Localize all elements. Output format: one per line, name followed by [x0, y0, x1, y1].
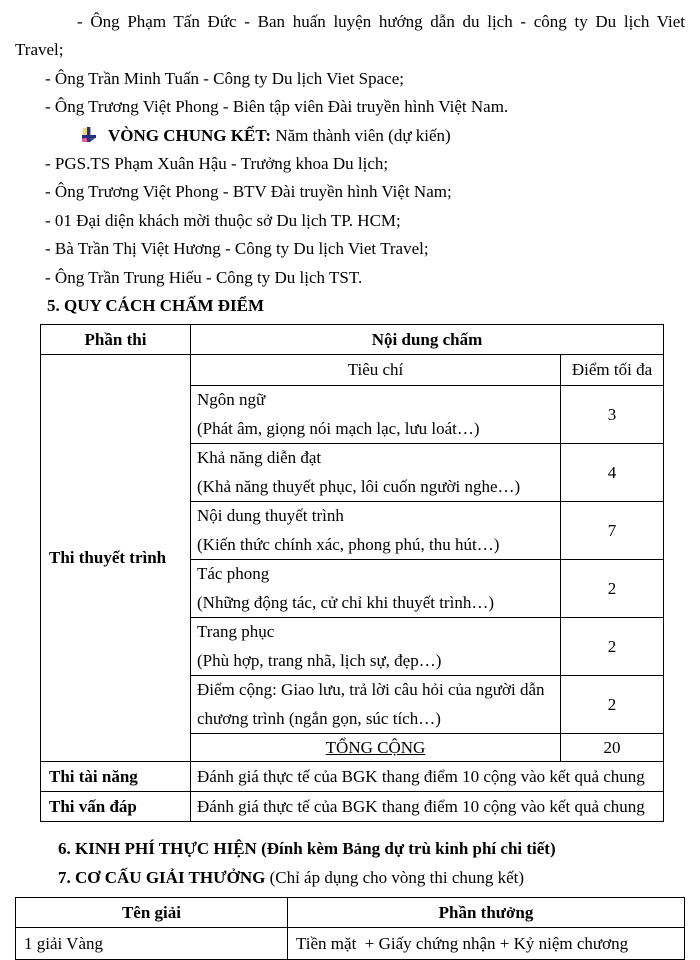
- criteria-desc: (Phù hợp, trang nhã, lịch sự, đẹp…): [197, 650, 442, 670]
- criteria-cell: [191, 386, 561, 444]
- talent-row: [41, 762, 664, 792]
- scoring-table: [40, 324, 664, 822]
- criteria-title: Khả năng diễn đạt: [197, 448, 322, 468]
- criteria-cell: [191, 560, 561, 618]
- criteria-cell: [191, 502, 561, 560]
- criteria-desc: chương trình (ngắn gọn, súc tích…): [197, 708, 441, 728]
- criteria-cell: [191, 676, 561, 734]
- section5-heading: 5. QUY CÁCH CHẤM ĐIỂM: [47, 296, 265, 316]
- col-header-diem-toi-da: Điểm tối đa: [561, 355, 664, 386]
- score-cell: 3: [561, 386, 664, 444]
- final-round-text: Năm thành viên (dự kiến): [271, 125, 451, 145]
- section7-heading: [15, 864, 685, 892]
- criteria-title: Tác phong: [197, 564, 270, 584]
- final-member-line: - Ông Trương Việt Phong - BTV Đài truyền hình Việt Nam;: [45, 182, 452, 202]
- criteria-title: Ngôn ngữ: [197, 390, 266, 410]
- score-cell: 4: [561, 444, 664, 502]
- total-score-cell: 20: [561, 734, 664, 762]
- criteria-desc: (Những động tác, cử chỉ khi thuyết trình…): [197, 592, 494, 612]
- criteria-desc: (Phát âm, giọng nói mạch lạc, lưu loát…): [197, 418, 480, 438]
- score-cell: 7: [561, 502, 664, 560]
- score-cell: 2: [561, 560, 664, 618]
- jury-member-line: - Ông Trương Việt Phong - Biên tập viên Đài truyền hình Việt Nam.: [45, 97, 509, 117]
- award-name-cell: 1 giải Vàng: [16, 928, 288, 960]
- qa-row: [41, 792, 664, 822]
- award-table: [15, 897, 685, 960]
- criteria-title: Nội dung thuyết trình: [197, 506, 344, 526]
- scoring-table-header-row: [41, 325, 664, 355]
- col-header-noi-dung-cham: Nội dung chấm: [191, 325, 664, 355]
- final-member-line: - Bà Trần Thị Việt Hương - Công ty Du lịch Viet Travel;: [45, 239, 429, 259]
- qa-desc-cell: Đánh giá thực tế của BGK thang điểm 10 cộng vào kết quả chung: [191, 792, 664, 822]
- score-cell: 2: [561, 618, 664, 676]
- final-member-line: - 01 Đại diện khách mời thuộc sở Du lịch TP. HCM;: [45, 210, 401, 230]
- final-member-line: - PGS.TS Phạm Xuân Hậu - Trưởng khoa Du lịch;: [45, 154, 389, 174]
- jury-member-line: - Ông Trần Minh Tuấn - Công ty Du lịch Viet Space;: [45, 68, 404, 88]
- flag-bullet-icon: [82, 124, 97, 140]
- col-header-phan-thuong: Phần thưởng: [288, 898, 685, 928]
- cell-thi-van-dap: Thi vấn đáp: [41, 792, 191, 822]
- jury-member-line-wrap: Travel;: [15, 40, 64, 60]
- award-row: [16, 928, 685, 960]
- section6-heading: [15, 835, 685, 863]
- section7-title: 7. CƠ CẤU GIẢI THƯỞNG: [58, 867, 266, 887]
- criteria-desc: (Kiến thức chính xác, phong phú, thu hút…): [197, 534, 500, 554]
- talent-desc-cell: Đánh giá thực tế của BGK thang điểm 10 cộng vào kết quả chung: [191, 762, 664, 792]
- score-cell: 2: [561, 676, 664, 734]
- criteria-cell: [191, 444, 561, 502]
- criteria-title: Trang phục: [197, 622, 275, 642]
- final-round-heading: [15, 122, 685, 150]
- scoring-table-subheader-row: [41, 355, 664, 386]
- final-member-line: - Ông Trần Trung Hiếu - Công ty Du lịch TST.: [45, 267, 363, 287]
- cell-thi-tai-nang: Thi tài năng: [41, 762, 191, 792]
- section6-note: (Đính kèm Bảng dự trù kinh phí chi tiết): [256, 839, 556, 859]
- award-prize-cell: Tiền mặt + Giấy chứng nhận + Kỷ niệm chương: [288, 928, 685, 960]
- col-header-ten-giai: Tên giải: [16, 898, 288, 928]
- jury-member-line: - Ông Phạm Tấn Đức - Ban huấn luyện hướng dẫn du lịch - công ty Du lịch Viet: [77, 12, 685, 31]
- col-header-tieu-chi: Tiêu chí: [191, 355, 561, 386]
- section7-note: (Chỉ áp dụng cho vòng thi chung kết): [265, 867, 525, 887]
- col-header-phan-thi: Phần thi: [41, 325, 191, 355]
- criteria-title: Điểm cộng: Giao lưu, trả lời câu hỏi của người dẫn: [197, 680, 545, 700]
- criteria-cell: [191, 618, 561, 676]
- total-label: TỔNG CỘNG: [325, 737, 426, 757]
- criteria-desc: (Khả năng thuyết phục, lôi cuốn người nghe…): [197, 476, 521, 496]
- section6-title: 6. KINH PHÍ THỰC HIỆN: [58, 839, 257, 859]
- total-label-cell: [191, 734, 561, 762]
- final-round-label: VÒNG CHUNG KẾT:: [108, 125, 272, 145]
- award-table-header-row: [16, 898, 685, 928]
- cell-thi-thuyet-trinh: Thi thuyết trình: [41, 355, 191, 762]
